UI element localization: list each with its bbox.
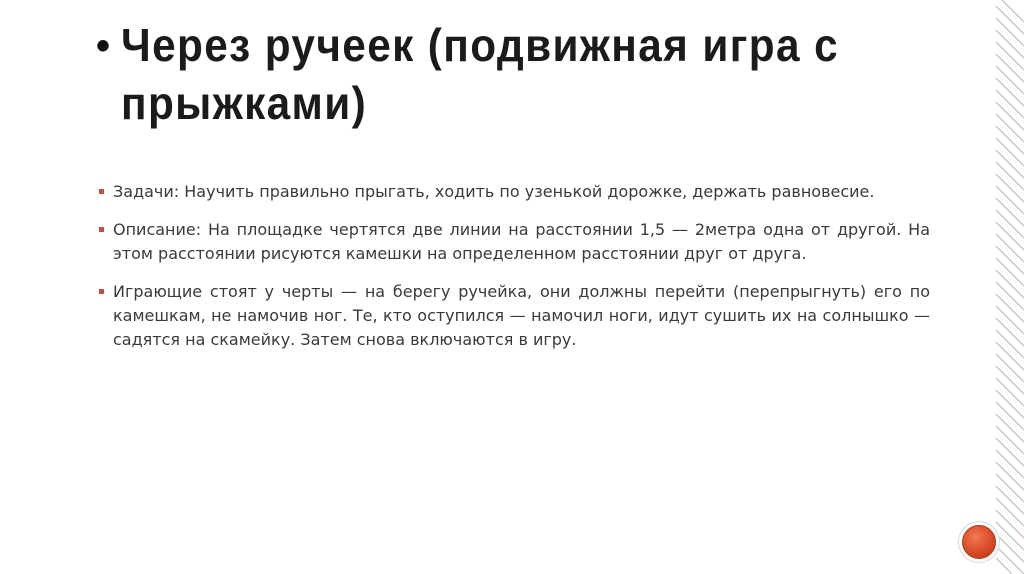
orange-circle-icon — [962, 525, 996, 559]
list-item — [98, 218, 930, 266]
square-bullet-icon — [98, 280, 113, 304]
list-item — [98, 280, 930, 352]
corner-stripes-decoration — [996, 0, 1024, 574]
page-title: Через ручеек (подвижная игра с прыжками) — [120, 19, 839, 129]
list-item-text: Задачи: Научить правильно прыгать, ходить по узенькой дорожке, держать равновесие. — [113, 182, 875, 201]
square-bullet-icon — [98, 180, 113, 204]
next-slide-button[interactable] — [959, 522, 999, 562]
list-item-text: Играющие стоят у черты — на берегу ручейка, они должны перейти (перепрыгнуть) его по камешкам, не намочив ног. Те, кто оступился — намочил ноги, идут сушить их на солнышко — садятся на скамейку. Затем снова включаются в игру. — [113, 282, 930, 349]
title-bullet: • — [96, 24, 111, 68]
square-bullet-icon — [98, 218, 113, 242]
list-item-text: Описание: На площадке чертятся две линии на расстоянии 1,5 — 2метра одна от другой. На этом расстоянии рисуются камешки на определенном расстоянии друг от друга. — [113, 220, 930, 263]
list-item — [98, 180, 930, 204]
title-block — [96, 16, 956, 132]
content-list — [98, 180, 930, 366]
